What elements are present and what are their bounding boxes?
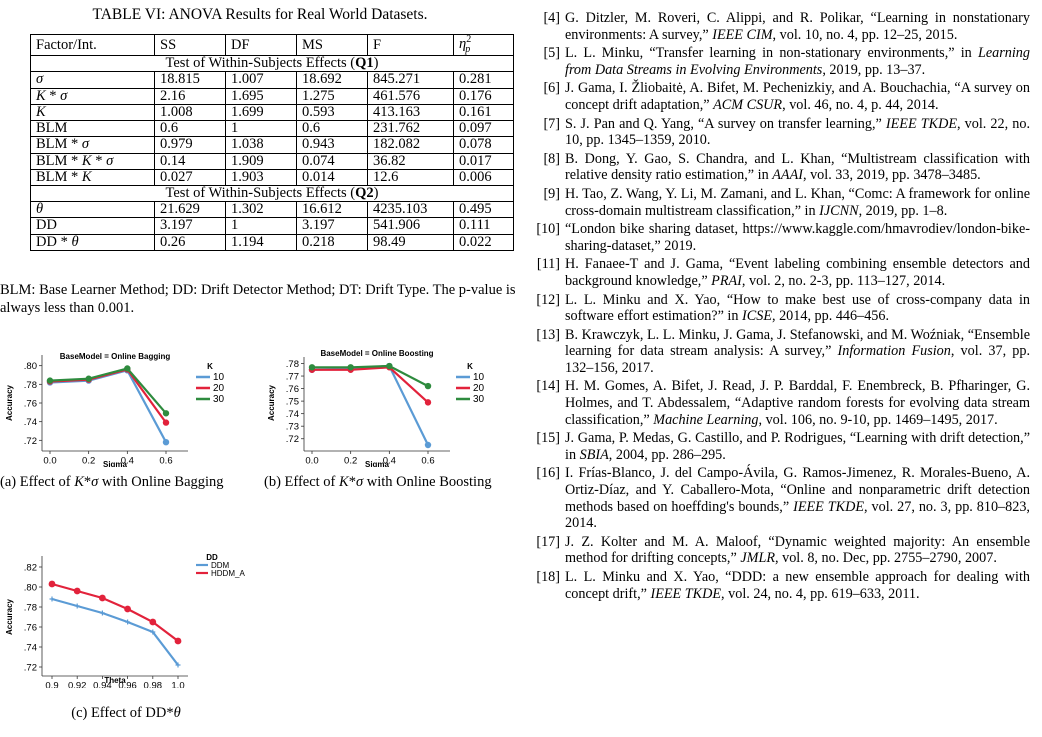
undefined-series-DDM-point — [75, 604, 80, 609]
reference-item — [530, 10, 1030, 43]
reference-text: B. Krawczyk, L. L. Minku, J. Gama, J. Stefanowski, and M. Woźniak, “Ensemble learning for data stream analysis: A survey,” Information Fusion, vol. 37, pp. 132–156, 2017. — [565, 326, 1030, 376]
undefined-title: BaseModel = Online Bagging — [59, 352, 171, 361]
factor-cell: θ — [31, 202, 155, 218]
table-caption: TABLE VI: ANOVA Results for Real World Datasets. — [92, 6, 428, 23]
reference-text: J. Gama, P. Medas, G. Castillo, and P. Rodrigues, “Learning with drift detection,” in SBIA, 2004, pp. 286–295. — [565, 430, 1030, 463]
table-row — [31, 153, 514, 169]
undefined-series-DDM-line — [52, 599, 178, 665]
undefined-y-tick-label: .78 — [23, 602, 37, 614]
reference-number: [6] — [543, 80, 560, 97]
undefined-y-label: Accuracy — [267, 384, 276, 422]
reference-text: J. Z. Kolter and M. A. Maloof, “Dynamic weighted majority: An ensemble method for drifting concepts,” JMLR, vol. 8, no. Dec, pp. 2755–2790, 2007. — [565, 533, 1030, 567]
value-cell: 1.699 — [226, 104, 297, 120]
reference-number: [5] — [543, 45, 560, 62]
undefined-y-tick-label: .74 — [23, 642, 37, 654]
undefined-x-tick-label: 0.9 — [45, 680, 59, 688]
undefined-legend-title: DD — [206, 553, 218, 562]
chart-a — [0, 347, 258, 467]
undefined-x-tick-label: 0.4 — [382, 455, 396, 467]
value-cell: 1.194 — [226, 234, 297, 250]
factor-cell: σ — [31, 72, 155, 88]
undefined-series-20-point — [425, 399, 431, 405]
section-q1-title-row — [31, 56, 514, 72]
reference-item — [530, 534, 1030, 567]
value-cell: 1 — [226, 218, 297, 234]
factor-cell: DD * θ — [31, 234, 155, 250]
reference-number: [8] — [543, 150, 560, 167]
reference-item — [530, 151, 1030, 184]
undefined-y-tick-label: .76 — [23, 398, 37, 410]
factor-cell: BLM * K * σ — [31, 153, 155, 169]
value-cell: 1.008 — [155, 104, 226, 120]
value-cell: 0.017 — [454, 153, 514, 169]
table-row — [31, 88, 514, 104]
reference-text: S. J. Pan and Q. Yang, “A survey on transfer learning,” IEEE TKDE, vol. 22, no. 10, pp. 1345–1359, 2010. — [565, 115, 1030, 149]
section-q1-title: Test of Within-Subjects Effects (Q1) — [31, 56, 514, 72]
chart-c-caption-text: (c) Effect of DD*θ — [71, 705, 181, 721]
undefined-title: BaseModel = Online Boosting — [320, 349, 434, 358]
undefined-y-label: Accuracy — [5, 598, 14, 636]
value-cell: 0.26 — [155, 234, 226, 250]
undefined-y-tick-label: .77 — [285, 371, 299, 383]
anova-table — [30, 34, 514, 251]
undefined-y-tick-label: .73 — [285, 421, 299, 433]
reference-text: L. L. Minku and X. Yao, “DDD: a new ensemble approach for dealing with concept drift,” IEEE TKDE, vol. 24, no. 4, pp. 619–633, 2011. — [565, 569, 1030, 602]
undefined-legend-label: 10 — [213, 372, 225, 383]
reference-item — [530, 292, 1030, 325]
value-cell: 0.078 — [454, 137, 514, 153]
reference-number: [18] — [536, 569, 560, 585]
value-cell: 0.281 — [454, 72, 514, 88]
undefined-legend-label: DDM — [211, 561, 230, 570]
factor-cell: BLM * σ — [31, 137, 155, 153]
reference-item — [530, 378, 1030, 428]
reference-item — [530, 256, 1030, 289]
undefined-legend-label: 10 — [473, 372, 485, 383]
undefined-series-30-point — [425, 383, 431, 389]
undefined-y-tick-label: .82 — [23, 562, 37, 574]
reference-number: [15] — [536, 430, 560, 447]
table-row — [31, 121, 514, 137]
reference-item — [530, 221, 1030, 254]
reference-number: [4] — [543, 10, 560, 26]
chart-c-svg — [0, 548, 258, 688]
chart-c-caption — [0, 704, 252, 722]
value-cell: 182.082 — [368, 137, 454, 153]
undefined-x-label: Sigma — [102, 460, 128, 467]
reference-text: H. Tao, Z. Wang, Y. Li, M. Zamani, and L. Khan, “Comc: A framework for online cross-domain multistream classification,” in IJCNN, 2019, pp. 1–8. — [565, 185, 1030, 219]
reference-text: H. Fanaee-T and J. Gama, “Event labeling combining ensemble detectors and background knowledge,” PRAI, vol. 2, no. 2-3, pp. 113–127, 2014. — [565, 256, 1030, 289]
undefined-x-label: Theta — [104, 676, 126, 685]
undefined-series-10-point — [425, 442, 431, 448]
reference-text: “London bike sharing dataset, https://www.kaggle.com/hmavrodiev/london-bike-sharing-dataset,” 2019. — [565, 221, 1030, 254]
undefined-legend-label: 20 — [213, 383, 225, 394]
undefined-series-HDDM_A-point — [149, 619, 156, 626]
table-row — [31, 169, 514, 185]
chart-a-caption-text: (a) Effect of K*σ with Online Bagging — [0, 474, 224, 490]
undefined-x-tick-label: 0.98 — [143, 680, 163, 688]
undefined-y-label: Accuracy — [5, 384, 14, 422]
reference-number: [10] — [536, 221, 560, 238]
undefined-x-tick-label: 0.0 — [305, 455, 319, 467]
reference-text: L. L. Minku, “Transfer learning in non-stationary environments,” in Learning from Data Streams in Evolving Environments, 2019, pp. 13–37. — [565, 45, 1030, 78]
value-cell: 18.692 — [297, 72, 368, 88]
factor-cell: BLM * K — [31, 169, 155, 185]
reference-text: J. Gama, I. Žliobaitė, A. Bifet, M. Pechenizkiy, and A. Bouchachia, “A survey on concept drift adaptation,” ACM CSUR, vol. 46, no. 4, p. 44, 2014. — [565, 80, 1030, 113]
value-cell: 4235.103 — [368, 202, 454, 218]
undefined-y-tick-label: .72 — [285, 434, 299, 446]
undefined-y-tick-label: .78 — [285, 359, 299, 371]
header-eta: $\eta^2_p$ — [454, 35, 514, 56]
undefined-series-10-point — [163, 439, 169, 445]
undefined-y-tick-label: .74 — [23, 417, 37, 429]
undefined-x-tick-label: 0.2 — [82, 455, 96, 467]
value-cell: 1 — [226, 121, 297, 137]
chart-b-caption — [264, 473, 516, 491]
undefined-series-DDM-point — [50, 597, 55, 602]
reference-number: [7] — [543, 115, 560, 132]
reference-number: [13] — [536, 326, 560, 343]
header-ms: MS — [297, 35, 368, 56]
value-cell: 0.027 — [155, 169, 226, 185]
undefined-series-20-line — [312, 367, 428, 402]
reference-number: [16] — [536, 465, 560, 482]
value-cell: 0.593 — [297, 104, 368, 120]
reference-text: B. Dong, Y. Gao, S. Chandra, and L. Khan, “Multistream classification with relative density ratio estimation,” in AAAI, vol. 33, 2019, pp. 3478–3485. — [565, 150, 1030, 184]
undefined-series-HDDM_A-point — [99, 595, 106, 602]
value-cell: 1.007 — [226, 72, 297, 88]
section-q2-title-row — [31, 185, 514, 201]
left-column — [0, 0, 520, 737]
reference-number: [17] — [536, 533, 560, 550]
undefined-y-tick-label: .76 — [23, 622, 37, 634]
undefined-x-tick-label: 0.92 — [67, 680, 87, 688]
factor-cell: K * σ — [31, 88, 155, 104]
value-cell: 1.909 — [226, 153, 297, 169]
table-row — [31, 137, 514, 153]
undefined-series-30-point — [347, 364, 353, 370]
value-cell: 0.161 — [454, 104, 514, 120]
undefined-series-30-point — [309, 364, 315, 370]
undefined-legend-label: 30 — [213, 394, 225, 405]
chart-a-caption — [0, 473, 252, 491]
undefined-series-30-point — [47, 377, 53, 383]
reference-item — [530, 45, 1030, 78]
reference-number: [12] — [536, 291, 560, 308]
undefined-y-tick-label: .76 — [285, 384, 299, 396]
reference-item — [530, 569, 1030, 602]
value-cell: 3.197 — [297, 218, 368, 234]
value-cell: 1.302 — [226, 202, 297, 218]
table-row — [31, 234, 514, 250]
undefined-series-30-point — [124, 365, 130, 371]
undefined-series-HDDM_A-point — [74, 588, 81, 595]
value-cell: 0.097 — [454, 121, 514, 137]
reference-item — [530, 430, 1030, 463]
reference-list — [530, 10, 1030, 604]
value-cell: 1.275 — [297, 88, 368, 104]
undefined-legend-label: HDDM_A — [211, 569, 245, 578]
value-cell: 0.218 — [297, 234, 368, 250]
reference-item — [530, 186, 1030, 219]
reference-text: L. L. Minku and X. Yao, “How to make best use of cross-company data in software effort estimation?” in ICSE, 2014, pp. 446–456. — [565, 291, 1030, 325]
value-cell: 1.695 — [226, 88, 297, 104]
value-cell: 21.629 — [155, 202, 226, 218]
table-row — [31, 202, 514, 218]
table-row — [31, 218, 514, 234]
undefined-series-30-point — [85, 376, 91, 382]
header-ss: SS — [155, 35, 226, 56]
undefined-y-tick-label: .72 — [23, 662, 37, 674]
value-cell: 0.6 — [297, 121, 368, 137]
undefined-y-tick-label: .80 — [23, 361, 37, 373]
factor-cell: K — [31, 104, 155, 120]
value-cell: 0.006 — [454, 169, 514, 185]
value-cell: 0.022 — [454, 234, 514, 250]
value-cell: 0.495 — [454, 202, 514, 218]
reference-number: [11] — [536, 256, 560, 273]
undefined-y-tick-label: .74 — [285, 409, 299, 421]
table-row — [31, 104, 514, 120]
undefined-y-tick-label: .72 — [23, 435, 37, 447]
undefined-series-30-point — [386, 363, 392, 369]
value-cell: 12.6 — [368, 169, 454, 185]
value-cell: 36.82 — [368, 153, 454, 169]
undefined-x-label: Sigma — [364, 460, 390, 467]
value-cell: 16.612 — [297, 202, 368, 218]
undefined-x-tick-label: 0.6 — [159, 455, 173, 467]
undefined-legend-label: 20 — [473, 383, 485, 394]
reference-number: [14] — [536, 378, 560, 395]
undefined-series-HDDM_A-point — [49, 581, 56, 588]
value-cell: 0.014 — [297, 169, 368, 185]
value-cell: 231.762 — [368, 121, 454, 137]
chart-b-svg — [264, 347, 520, 467]
header-factor: Factor/Int. — [31, 35, 155, 56]
value-cell: 2.16 — [155, 88, 226, 104]
undefined-x-tick-label: 0.0 — [43, 455, 57, 467]
chart-c — [0, 548, 258, 688]
value-cell: 845.271 — [368, 72, 454, 88]
undefined-series-HDDM_A-line — [52, 584, 178, 641]
undefined-series-HDDM_A-point — [175, 638, 182, 645]
value-cell: 0.176 — [454, 88, 514, 104]
value-cell: 98.49 — [368, 234, 454, 250]
reference-item — [530, 465, 1030, 531]
value-cell: 0.6 — [155, 121, 226, 137]
reference-number: [9] — [543, 185, 560, 202]
undefined-y-tick-label: .78 — [23, 379, 37, 391]
value-cell: 0.979 — [155, 137, 226, 153]
value-cell: 461.576 — [368, 88, 454, 104]
undefined-x-tick-label: 0.94 — [93, 680, 112, 688]
reference-text: H. M. Gomes, A. Bifet, J. Read, J. P. Barddal, F. Enembreck, B. Pfharinger, G. Holmes, and T. Abdessalem, “Adaptive random forests for evolving data stream classification,” Machine Learning, vol. 106, no. 9-10, pp. 1469–1495, 2017. — [565, 378, 1030, 428]
undefined-x-tick-label: 0.96 — [118, 680, 137, 688]
undefined-legend-label: 30 — [473, 394, 485, 405]
reference-text: G. Ditzler, M. Roveri, C. Alippi, and R. Polikar, “Learning in nonstationary environments: A survey,” IEEE CIM, vol. 10, no. 4, pp. 12–25, 2015. — [565, 10, 1030, 43]
value-cell: 3.197 — [155, 218, 226, 234]
chart-b-caption-text: (b) Effect of K*σ with Online Boosting — [264, 474, 492, 490]
reference-item — [530, 80, 1030, 113]
value-cell: 541.906 — [368, 218, 454, 234]
undefined-x-tick-label: 0.4 — [120, 455, 134, 467]
table-note: BLM: Base Learner Method; DD: Drift Detector Method; DT: Drift Type. The p-value is always less than 0.001. — [0, 282, 516, 316]
value-cell: 18.815 — [155, 72, 226, 88]
table-header-row — [31, 35, 514, 56]
value-cell: 1.038 — [226, 137, 297, 153]
value-cell: 413.163 — [368, 104, 454, 120]
undefined-y-tick-label: .75 — [285, 396, 299, 408]
undefined-legend-title: K — [207, 362, 213, 371]
undefined-y-tick-label: .80 — [23, 582, 37, 594]
undefined-series-20-point — [163, 419, 169, 425]
references-column — [530, 0, 1042, 737]
reference-item — [530, 327, 1030, 377]
reference-item — [530, 116, 1030, 149]
chart-a-svg — [0, 347, 258, 467]
section-q2-title: Test of Within-Subjects Effects (Q2) — [31, 185, 514, 201]
value-cell: 0.111 — [454, 218, 514, 234]
factor-cell: DD — [31, 218, 155, 234]
undefined-legend-title: K — [467, 362, 473, 371]
value-cell: 0.943 — [297, 137, 368, 153]
undefined-x-tick-label: 0.2 — [344, 455, 358, 467]
factor-cell: BLM — [31, 121, 155, 137]
value-cell: 0.14 — [155, 153, 226, 169]
header-f: F — [368, 35, 454, 56]
value-cell: 1.903 — [226, 169, 297, 185]
undefined-series-30-point — [163, 410, 169, 416]
undefined-series-20-line — [50, 369, 166, 422]
reference-text: I. Frías-Blanco, J. del Campo-Ávila, G. Ramos-Jimenez, R. Morales-Bueno, A. Ortiz-Díaz, and Y. Caballero-Mota, “Online and nonparametric drift detection methods based on hoeffding's bounds,” IEEE TKDE, vol. 27, no. 3, pp. 810–823, 2014. — [565, 465, 1030, 532]
undefined-x-tick-label: 0.6 — [421, 455, 435, 467]
value-cell: 0.074 — [297, 153, 368, 169]
chart-b — [264, 347, 520, 467]
header-df: DF — [226, 35, 297, 56]
undefined-series-HDDM_A-point — [124, 606, 131, 613]
undefined-x-tick-label: 1.0 — [171, 680, 185, 688]
table-row — [31, 72, 514, 88]
